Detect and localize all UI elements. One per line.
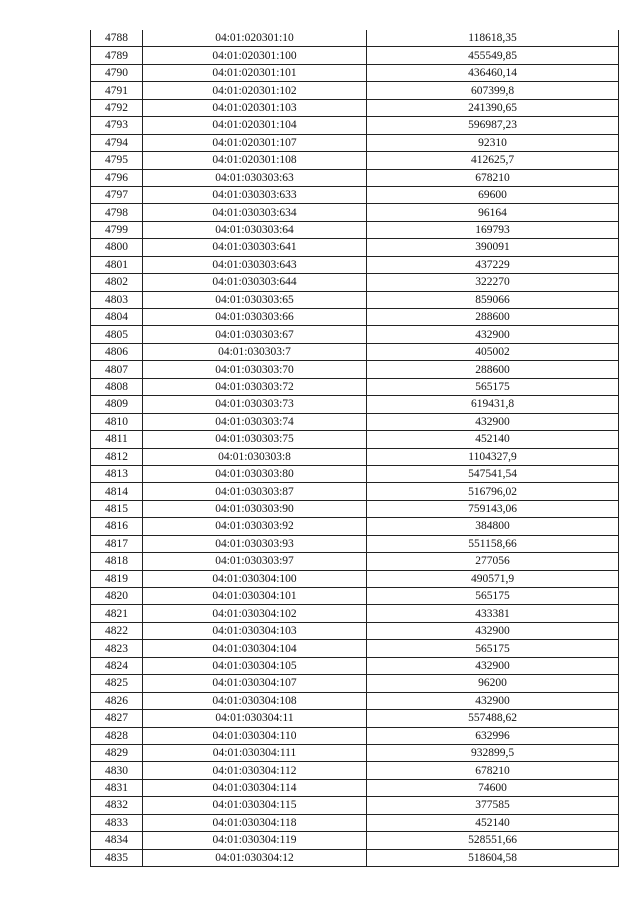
table-row [91,465,619,482]
row-number-cell: 4792 [91,99,143,116]
cadastral-number-cell: 04:01:030303:93 [143,535,367,552]
row-number-cell: 4800 [91,239,143,256]
cadastral-number-cell: 04:01:030303:641 [143,239,367,256]
row-number-cell: 4810 [91,413,143,430]
cadastral-number-cell: 04:01:030304:118 [143,814,367,831]
table-row [91,431,619,448]
value-cell: 678210 [367,762,619,779]
table-row [91,814,619,831]
table-row [91,99,619,116]
value-cell: 557488,62 [367,710,619,727]
row-number-cell: 4806 [91,343,143,360]
row-number-cell: 4835 [91,849,143,866]
cadastral-number-cell: 04:01:030304:108 [143,692,367,709]
value-cell: 759143,06 [367,500,619,517]
cadastral-number-cell: 04:01:030304:107 [143,675,367,692]
table-row [91,117,619,134]
value-cell: 565175 [367,378,619,395]
value-cell: 288600 [367,309,619,326]
value-cell: 565175 [367,640,619,657]
value-cell: 516796,02 [367,483,619,500]
value-cell: 74600 [367,779,619,796]
value-cell: 619431,8 [367,396,619,413]
row-number-cell: 4811 [91,431,143,448]
row-number-cell: 4826 [91,692,143,709]
table-row [91,675,619,692]
row-number-cell: 4796 [91,169,143,186]
value-cell: 932899,5 [367,744,619,761]
cadastral-number-cell: 04:01:020301:108 [143,152,367,169]
value-cell: 384800 [367,518,619,535]
value-cell: 241390,65 [367,99,619,116]
cadastral-number-cell: 04:01:030303:634 [143,204,367,221]
table-row [91,657,619,674]
value-cell: 92310 [367,134,619,151]
cadastral-number-cell: 04:01:020301:10 [143,30,367,47]
row-number-cell: 4833 [91,814,143,831]
value-cell: 452140 [367,814,619,831]
value-cell: 96200 [367,675,619,692]
row-number-cell: 4831 [91,779,143,796]
table-row [91,82,619,99]
cadastral-number-cell: 04:01:030303:92 [143,518,367,535]
cadastral-number-cell: 04:01:030304:12 [143,849,367,866]
row-number-cell: 4816 [91,518,143,535]
cadastral-number-cell: 04:01:030303:97 [143,553,367,570]
table-row [91,832,619,849]
row-number-cell: 4813 [91,465,143,482]
cadastral-number-cell: 04:01:030304:119 [143,832,367,849]
value-cell: 432900 [367,657,619,674]
value-cell: 118618,35 [367,30,619,47]
value-cell: 432900 [367,413,619,430]
cadastral-number-cell: 04:01:030303:67 [143,326,367,343]
row-number-cell: 4805 [91,326,143,343]
row-number-cell: 4798 [91,204,143,221]
row-number-cell: 4825 [91,675,143,692]
row-number-cell: 4808 [91,378,143,395]
cadastral-number-cell: 04:01:030303:80 [143,465,367,482]
table-row [91,186,619,203]
table-row [91,221,619,238]
cadastral-number-cell: 04:01:030304:102 [143,605,367,622]
table-body [91,30,619,867]
value-cell: 96164 [367,204,619,221]
cadastral-number-cell: 04:01:020301:104 [143,117,367,134]
row-number-cell: 4802 [91,274,143,291]
table-row [91,274,619,291]
table-row [91,570,619,587]
table-row [91,448,619,465]
cadastral-number-cell: 04:01:030304:11 [143,710,367,727]
table-row [91,605,619,622]
value-cell: 859066 [367,291,619,308]
row-number-cell: 4834 [91,832,143,849]
table-row [91,378,619,395]
row-number-cell: 4823 [91,640,143,657]
value-cell: 322270 [367,274,619,291]
row-number-cell: 4818 [91,553,143,570]
value-cell: 518604,58 [367,849,619,866]
row-number-cell: 4793 [91,117,143,134]
table-row [91,30,619,47]
row-number-cell: 4817 [91,535,143,552]
value-cell: 490571,9 [367,570,619,587]
row-number-cell: 4788 [91,30,143,47]
value-cell: 607399,8 [367,82,619,99]
cadastral-number-cell: 04:01:030304:101 [143,588,367,605]
cadastral-number-cell: 04:01:020301:103 [143,99,367,116]
table-row [91,483,619,500]
row-number-cell: 4803 [91,291,143,308]
value-cell: 551158,66 [367,535,619,552]
row-number-cell: 4809 [91,396,143,413]
table-row [91,849,619,866]
table-row [91,47,619,64]
row-number-cell: 4801 [91,256,143,273]
row-number-cell: 4790 [91,64,143,81]
row-number-cell: 4824 [91,657,143,674]
table-row [91,535,619,552]
table-row [91,500,619,517]
value-cell: 596987,23 [367,117,619,134]
cadastral-number-cell: 04:01:030303:87 [143,483,367,500]
cadastral-number-cell: 04:01:030304:112 [143,762,367,779]
cadastral-number-cell: 04:01:030304:103 [143,622,367,639]
value-cell: 528551,66 [367,832,619,849]
table-row [91,396,619,413]
cadastral-number-cell: 04:01:030304:100 [143,570,367,587]
cadastral-number-cell: 04:01:030303:65 [143,291,367,308]
cadastral-number-cell: 04:01:030304:105 [143,657,367,674]
row-number-cell: 4791 [91,82,143,99]
table-row [91,797,619,814]
cadastral-number-cell: 04:01:030303:64 [143,221,367,238]
cadastral-number-cell: 04:01:030303:73 [143,396,367,413]
value-cell: 377585 [367,797,619,814]
value-cell: 169793 [367,221,619,238]
row-number-cell: 4829 [91,744,143,761]
value-cell: 436460,14 [367,64,619,81]
cadastral-number-cell: 04:01:030303:643 [143,256,367,273]
value-cell: 452140 [367,431,619,448]
table-row [91,326,619,343]
row-number-cell: 4789 [91,47,143,64]
table-row [91,64,619,81]
value-cell: 288600 [367,361,619,378]
cadastral-number-cell: 04:01:030303:70 [143,361,367,378]
table-row [91,762,619,779]
cadastral-number-cell: 04:01:030303:644 [143,274,367,291]
row-number-cell: 4814 [91,483,143,500]
value-cell: 69600 [367,186,619,203]
table-row [91,622,619,639]
cadastral-number-cell: 04:01:030303:90 [143,500,367,517]
table-row [91,256,619,273]
row-number-cell: 4797 [91,186,143,203]
row-number-cell: 4799 [91,221,143,238]
cadastral-number-cell: 04:01:030303:7 [143,343,367,360]
cadastral-number-cell: 04:01:030303:72 [143,378,367,395]
cadastral-number-cell: 04:01:030303:633 [143,186,367,203]
table-row [91,640,619,657]
value-cell: 390091 [367,239,619,256]
cadastral-number-cell: 04:01:020301:107 [143,134,367,151]
cadastral-number-cell: 04:01:030303:74 [143,413,367,430]
table-row [91,343,619,360]
row-number-cell: 4827 [91,710,143,727]
value-cell: 433381 [367,605,619,622]
table-row [91,239,619,256]
row-number-cell: 4794 [91,134,143,151]
value-cell: 405002 [367,343,619,360]
table-row [91,553,619,570]
cadastral-number-cell: 04:01:030303:75 [143,431,367,448]
table-row [91,204,619,221]
cadastral-number-cell: 04:01:020301:100 [143,47,367,64]
row-number-cell: 4795 [91,152,143,169]
value-cell: 432900 [367,326,619,343]
value-cell: 455549,85 [367,47,619,64]
table-row [91,518,619,535]
row-number-cell: 4819 [91,570,143,587]
table-row [91,134,619,151]
value-cell: 412625,7 [367,152,619,169]
table-row [91,727,619,744]
row-number-cell: 4815 [91,500,143,517]
row-number-cell: 4832 [91,797,143,814]
cadastral-number-cell: 04:01:030304:111 [143,744,367,761]
value-cell: 1104327,9 [367,448,619,465]
row-number-cell: 4821 [91,605,143,622]
value-cell: 432900 [367,622,619,639]
table-row [91,309,619,326]
row-number-cell: 4807 [91,361,143,378]
cadastral-number-cell: 04:01:030303:66 [143,309,367,326]
row-number-cell: 4812 [91,448,143,465]
cadastral-number-cell: 04:01:030304:110 [143,727,367,744]
row-number-cell: 4804 [91,309,143,326]
row-number-cell: 4822 [91,622,143,639]
value-cell: 565175 [367,588,619,605]
cadastral-number-cell: 04:01:020301:102 [143,82,367,99]
data-table [90,30,619,867]
table-row [91,588,619,605]
row-number-cell: 4830 [91,762,143,779]
table-row [91,710,619,727]
table-row [91,692,619,709]
table-row [91,413,619,430]
value-cell: 547541,54 [367,465,619,482]
cadastral-number-cell: 04:01:030304:114 [143,779,367,796]
value-cell: 678210 [367,169,619,186]
cadastral-number-cell: 04:01:020301:101 [143,64,367,81]
table-row [91,169,619,186]
value-cell: 277056 [367,553,619,570]
table-row [91,779,619,796]
cadastral-number-cell: 04:01:030303:8 [143,448,367,465]
table-row [91,152,619,169]
cadastral-number-cell: 04:01:030304:115 [143,797,367,814]
value-cell: 437229 [367,256,619,273]
row-number-cell: 4828 [91,727,143,744]
table-row [91,291,619,308]
row-number-cell: 4820 [91,588,143,605]
cadastral-number-cell: 04:01:030303:63 [143,169,367,186]
table-row [91,361,619,378]
value-cell: 632996 [367,727,619,744]
cadastral-number-cell: 04:01:030304:104 [143,640,367,657]
value-cell: 432900 [367,692,619,709]
table-row [91,744,619,761]
